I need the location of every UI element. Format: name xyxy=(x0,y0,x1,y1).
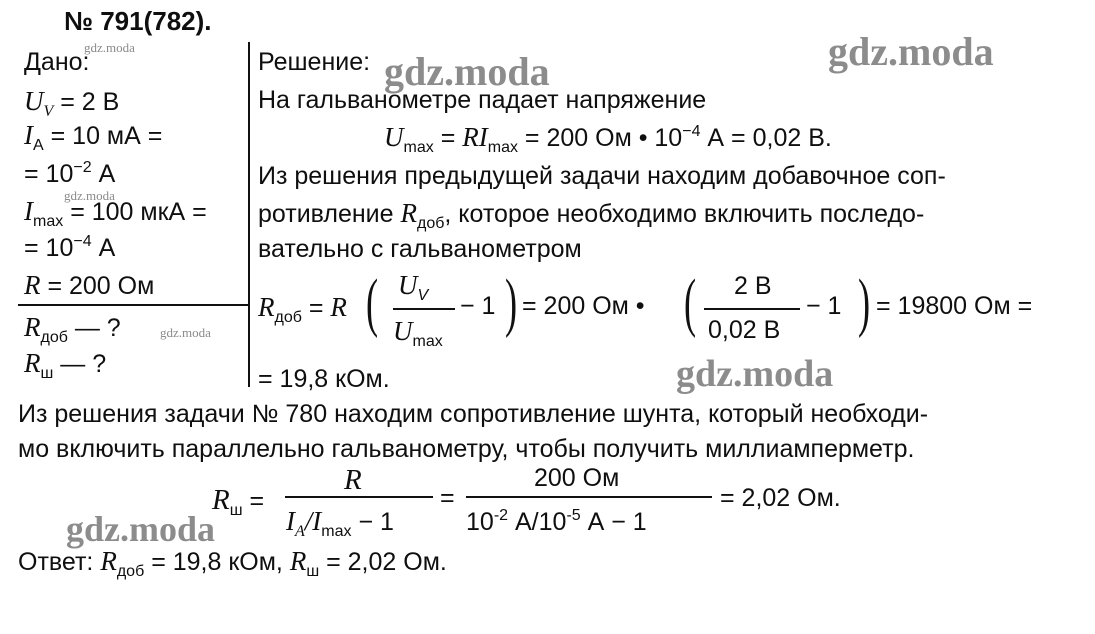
rsh-frac1-den: $I_A/I_{max} - 1$ xyxy=(286,506,394,540)
rsh-lhs: $R_ш$ = xyxy=(212,484,265,519)
rdob-result: = 19800 Ом = xyxy=(876,292,1033,320)
paren-open-1: ( xyxy=(366,266,379,339)
given-imax xyxy=(24,198,207,230)
answer-rdob: = 19,8 кОм, xyxy=(151,548,283,576)
rsh-result: = 2,02 Ом. xyxy=(720,484,841,512)
uv-value: = 2 В xyxy=(60,88,120,116)
rdob-formula-lhs: $R_{доб} = R$ xyxy=(258,292,347,326)
watermark: gdz.moda xyxy=(828,29,994,74)
given-ia-conv xyxy=(24,160,115,187)
ia-conv-base: = 10 xyxy=(24,160,74,188)
rsh-frac1-bar xyxy=(285,496,433,498)
paragraph-line2: мо включить параллельно гальванометру, чтобы получить миллиамперметр. xyxy=(18,435,915,463)
rsh-eq2: = xyxy=(440,484,455,512)
rsh-frac1-num: R xyxy=(344,464,362,496)
umax-exponent: −4 xyxy=(682,123,701,140)
paragraph-line1: Из решения задачи № 780 находим сопротивление шунта, который необходи- xyxy=(18,400,929,428)
watermark: gdz.moda xyxy=(66,509,216,549)
rdob-symbol: $R_{доб}$ xyxy=(24,312,68,346)
ia-symbol: $I_А$ xyxy=(24,120,44,154)
paren-close-1: ) xyxy=(505,266,518,339)
frac2-minus-one: − 1 xyxy=(806,292,842,320)
given-divider xyxy=(18,304,248,306)
frac1-bar xyxy=(393,308,455,310)
find-rdob xyxy=(24,314,121,346)
rdob-mid: = 200 Ом • xyxy=(522,292,645,320)
ia-value: = 10 мА = xyxy=(50,122,163,150)
paren-open-2: ( xyxy=(684,266,697,339)
rsh-frac2-den: $10^{-2}$ $А/10^{-5}$ А − 1 xyxy=(466,507,647,536)
solution-line5: вательно с гальванометром xyxy=(258,235,582,263)
solution-line1: На гальванометре падает напряжение xyxy=(258,86,707,114)
paren-close-2: ) xyxy=(858,266,871,339)
imax-conv-unit: А xyxy=(98,234,116,262)
solution-title: Решение: xyxy=(258,48,371,76)
given-r xyxy=(24,272,154,299)
rsh-frac2-num: 200 Ом xyxy=(534,464,620,492)
umax-result: А = 0,02 В. xyxy=(707,124,832,152)
frac2-bar xyxy=(704,308,800,310)
given-uv xyxy=(24,88,119,120)
find-rdob-mark: — ? xyxy=(74,314,121,342)
watermark: gdz.moda xyxy=(676,353,834,395)
watermark: gdz.moda xyxy=(384,49,550,94)
given-column-divider xyxy=(248,42,250,387)
answer-rsh: = 2,02 Ом. xyxy=(326,548,447,576)
r-symbol: R xyxy=(24,270,41,300)
uv-symbol: $U_V$ xyxy=(24,86,54,120)
given-ia xyxy=(24,122,162,154)
problem-number: № 791(782). xyxy=(64,6,212,36)
watermark-small: gdz.moda xyxy=(160,325,211,340)
answer: Ответ: $R_{доб} = 19,8$ кОм, $R_ш = 2,02$ Ом. xyxy=(18,546,447,580)
find-rsh xyxy=(24,350,106,382)
frac2-den: 0,02 В xyxy=(708,316,781,344)
ia-conv-exponent: −2 xyxy=(73,159,92,176)
find-rsh-mark: — ? xyxy=(60,350,107,378)
answer-prefix: Ответ: xyxy=(18,548,94,576)
watermark-small: gdz.moda xyxy=(84,40,135,55)
rsh-frac2-bar xyxy=(466,496,712,498)
frac1-minus-one: − 1 xyxy=(460,292,496,320)
rsh-symbol: $R_ш$ xyxy=(24,348,54,382)
imax-conv-base: = 10 xyxy=(24,234,74,262)
umax-eq-value: = 200 Ом • 10 xyxy=(524,124,683,152)
imax-symbol: $I_{max}$ xyxy=(24,196,64,230)
frac1-den: $U_{max}$ xyxy=(393,316,443,350)
rdob-kohm: = 19,8 кОм. xyxy=(258,365,390,393)
solution-line4: ротивление $R_{доб}$, которое необходимо включить последо- xyxy=(258,198,925,232)
imax-value: = 100 мкА = xyxy=(70,198,207,226)
ia-conv-unit: А xyxy=(98,160,116,188)
watermark-small: gdz.moda xyxy=(64,188,115,203)
frac2-num: 2 В xyxy=(734,272,772,300)
given-title: Дано: xyxy=(24,48,90,76)
imax-conv-exponent: −4 xyxy=(73,233,92,250)
r-value: = 200 Ом xyxy=(47,272,155,300)
given-imax-conv xyxy=(24,234,115,261)
solution-line3: Из решения предыдущей задачи находим добавочное соп- xyxy=(258,162,946,190)
umax-equation: $U_{max} = RI_{max} = 200$ Ом • $10^{-4}$ А = 0,02 В. xyxy=(384,122,832,156)
frac1-num: $U_V$ xyxy=(398,270,429,304)
